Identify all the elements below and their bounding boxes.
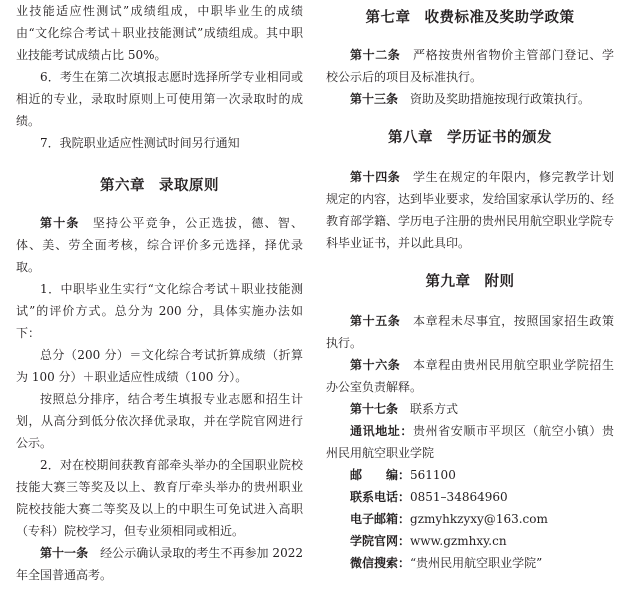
article-label: 第十七条 xyxy=(350,402,399,416)
contact-email xyxy=(350,508,614,530)
rule-2: 2．对在校期间获教育部牵头举办的全国职业院校技能大赛三等奖及以上、教育厅牵头举办的贵州职业院校技能大赛二等奖及以上的中职生可免试进入高职（专科）院校学习，但专业须相同或相近。 xyxy=(16,458,303,538)
article-13 xyxy=(326,88,614,110)
chapter-title: 学历证书的颁发 xyxy=(447,130,552,146)
website-value: www.gzmhxy.cn xyxy=(410,534,507,548)
contact-website xyxy=(350,530,614,552)
chapter-6-heading xyxy=(16,168,303,204)
chapter-title: 附则 xyxy=(484,274,515,290)
paragraph-top: 业技能适应性测试”成绩组成，中职毕业生的成绩由“文化综合考试＋职业技能测试”成绩组成。其中职业技能考试成绩占比 50%。 xyxy=(16,4,303,62)
article-label: 第十六条 xyxy=(350,358,401,372)
article-text: 学生在规定的年限内，修完教学计划规定的内容，达到毕业要求，发给国家承认学历的、经教育部学籍、学历电子注册的贵州民用航空职业学院专科毕业证书，并以此具印。 xyxy=(326,170,615,250)
article-12 xyxy=(326,44,614,88)
article-label: 第十四条 xyxy=(350,170,401,184)
zip-label: 邮 编： xyxy=(350,468,411,482)
email-value: gzmyhkzyxy@163.com xyxy=(410,512,548,526)
article-text: 本章程由贵州民用航空职业学院招生办公室负责解释。 xyxy=(326,358,614,394)
article-label: 第十一条 xyxy=(40,546,89,560)
article-11 xyxy=(16,542,303,586)
wechat-value: “贵州民用航空职业学院” xyxy=(410,556,543,570)
chapter-number: 第六章 xyxy=(100,178,145,194)
chapter-9-heading xyxy=(326,264,614,300)
left-column xyxy=(16,0,303,586)
contact-address xyxy=(326,420,614,464)
right-column xyxy=(326,0,614,574)
chapter-number: 第九章 xyxy=(425,274,471,290)
chapter-number: 第七章 xyxy=(365,10,411,26)
chapter-7-heading xyxy=(326,0,614,36)
address-label: 通讯地址： xyxy=(350,424,413,438)
article-16 xyxy=(326,354,614,398)
article-text: 坚持公平竞争，公正选拔，德、智、体、美、劳全面考核，综合评价多元选择，择优录取。 xyxy=(16,216,303,274)
article-text: 本章程未尽事宜，按照国家招生政策执行。 xyxy=(326,314,614,350)
ranking-rule: 按照总分排序，结合考生填报专业志愿和招生计划，从高分到低分依次择优录取，并在学院官网进行公示。 xyxy=(16,392,303,450)
article-label: 第十三条 xyxy=(350,92,399,106)
score-formula: 总分（200 分）＝文化综合考试折算成绩（折算为 100 分）＋职业适应性成绩（100 分）。 xyxy=(16,348,303,384)
contact-info xyxy=(326,420,614,574)
article-15 xyxy=(326,310,614,354)
phone-label: 联系电话： xyxy=(350,490,411,504)
chapter-title: 录取原则 xyxy=(159,178,219,194)
chapter-8-heading xyxy=(326,120,614,156)
phone-value: 0851–34864960 xyxy=(410,490,508,504)
item-6: 6．考生在第二次填报志愿时选择所学专业相同或相近的专业，录取时原则上可使用第一次录取时的成绩。 xyxy=(16,70,303,128)
article-10 xyxy=(16,212,303,278)
article-text: 资助及奖助措施按现行政策执行。 xyxy=(410,92,591,106)
article-text: 经公示确认录取的考生不再参加 2022 年全国普通高考。 xyxy=(16,546,303,582)
rule-1: 1．中职毕业生实行“文化综合考试＋职业技能测试”的评价方式。总分为 200 分，具体实施办法如下： xyxy=(16,282,303,340)
address-value: 贵州省安顺市平坝区（航空小镇）贵州民用航空职业学院 xyxy=(326,424,614,460)
article-text: 严格按贵州省物价主管部门登记、学校公示后的项目及标准执行。 xyxy=(326,48,614,84)
contact-zip xyxy=(350,464,614,486)
article-14 xyxy=(326,166,614,254)
contact-wechat xyxy=(350,552,614,574)
item-7: 7．我院职业适应性测试时间另行通知 xyxy=(40,136,240,150)
article-17 xyxy=(326,398,614,420)
article-text: 联系方式 xyxy=(410,402,459,416)
wechat-label: 微信搜索： xyxy=(350,556,411,570)
article-label: 第十二条 xyxy=(350,48,401,62)
article-label: 第十条 xyxy=(40,216,80,230)
website-label: 学院官网： xyxy=(350,534,411,548)
contact-phone xyxy=(350,486,614,508)
chapter-title: 收费标准及奖助学政策 xyxy=(424,10,575,26)
article-label: 第十五条 xyxy=(350,314,401,328)
zip-value: 561100 xyxy=(410,468,456,482)
chapter-number: 第八章 xyxy=(388,130,433,146)
email-label: 电子邮箱： xyxy=(350,512,411,526)
